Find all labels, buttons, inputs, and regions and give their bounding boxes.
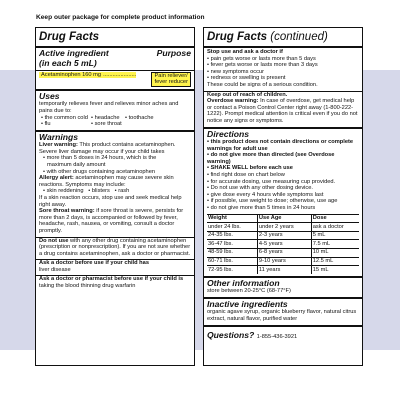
allergy-tail: If a skin reaction occurs, stop use and seek medical help right away. (39, 194, 182, 208)
drug-facts-panel-left (35, 27, 195, 366)
table-header: Use Age (257, 214, 311, 223)
panel-title-text: Drug Facts (207, 31, 268, 43)
direction-item: • if possible, use weight to dose; otherwise, use age (207, 198, 338, 205)
liver-bullet-cont: maximum daily amount (47, 161, 106, 168)
ask-doctor-label: Ask a doctor before use if your child has (39, 260, 149, 267)
liver-bullet: • with other drugs containing acetaminophen (43, 168, 156, 175)
do-not-use (39, 238, 191, 258)
table-row (207, 248, 359, 257)
liver-bullet: • more than 5 doses in 24 hours, which is the (43, 155, 157, 162)
active-ingredient-sub: (in each 5 mL) (39, 57, 97, 68)
active-ingredient-row (39, 72, 191, 87)
table-header: Weight (207, 214, 257, 223)
table-cell: 4-5 years (257, 240, 311, 249)
ask-pharmacist (39, 276, 191, 289)
allergy-alert (39, 175, 191, 188)
table-cell: 12.5 mL (311, 257, 359, 266)
direction-item: • for accurate dosing, use measuring cup provided. (207, 178, 336, 185)
table-header-row (207, 214, 359, 223)
warnings-heading: Warnings (39, 131, 78, 142)
liver-warning-label: Liver warning: (39, 142, 78, 149)
ask-pharmacist-label: Ask a doctor or pharmacist before use if your child is (39, 276, 184, 283)
keep-out-of-reach: Keep out of reach of children. (207, 91, 288, 98)
direction-item: • give dose every 4 hours while symptoms last (207, 191, 324, 198)
panel-title-cont: (continued) (270, 31, 328, 43)
active-ingredient-header (39, 49, 191, 68)
questions (207, 330, 359, 340)
table-cell: 24-35 lbs. (207, 231, 257, 240)
direction-item: • do not give more than 5 times in 24 hours (207, 204, 316, 211)
table-header: Dose (311, 214, 359, 223)
panel-title (207, 31, 359, 44)
stop-use-tail: These could be signs of a serious condition. (207, 81, 318, 88)
sore-throat-text: if sore throat is severe, persists for more than 2 days, is accompanied or followed by fever, headache, rash, nausea, or vomiting, consult a doctor promptly. (39, 208, 184, 234)
overdose-label: Overdose warning: (207, 98, 259, 105)
purpose-text (151, 72, 191, 87)
direction-bold: • this product does not contain directions or complete warnings for adult use (207, 139, 354, 152)
table-cell: 72-95 lbs. (207, 266, 257, 274)
direction-item: • find right dose on chart below (207, 172, 285, 178)
table-row (207, 223, 359, 232)
table-cell: 36-47 lbs. (207, 240, 257, 249)
table-cell: ask a doctor (311, 223, 359, 232)
divider (36, 70, 194, 71)
panel-title: Drug Facts (39, 31, 100, 43)
inactive-ingredients-heading: Inactive ingredients (207, 298, 288, 309)
other-info-heading: Other information (207, 277, 280, 288)
sore-throat-warning (39, 208, 191, 234)
allergy-text: acetaminophen may cause severe skin reactions. Symptoms may include: (39, 175, 174, 188)
drug-facts-panel-right (203, 27, 363, 366)
table-row (207, 231, 359, 240)
uses-text: temporarily relieves fever and relieves minor aches and pains due to: (39, 101, 179, 114)
direction-bold: • SHAKE WELL before each use (207, 165, 293, 172)
questions-phone: 1-855-436-3921 (256, 333, 298, 340)
use-item: • toothache (125, 114, 154, 121)
table-row (207, 240, 359, 249)
table-cell: 7.5 mL (311, 240, 359, 249)
table-cell: under 24 lbs. (207, 223, 257, 232)
active-ingredient: Acetaminophen 160 mg (41, 72, 102, 78)
purpose-line-1: Pain reliever/ (154, 73, 188, 79)
table-cell: 11 years (257, 266, 311, 274)
allergy-symptoms: • skin reddening • blisters • rash (43, 188, 130, 195)
use-item: • the common cold (41, 114, 88, 121)
table-cell: 10 mL (311, 248, 359, 257)
overdose-warning (207, 98, 359, 124)
uses-list (39, 115, 191, 128)
direction-bold: • do not give more than directed (see Overdose warning) (207, 152, 335, 165)
purpose-heading: Purpose (156, 48, 191, 58)
uses-heading: Uses (39, 90, 60, 101)
questions-label: Questions? (207, 329, 255, 340)
use-item: • sore throat (91, 121, 122, 128)
overdose-text: In case of overdose, get medical help or contact a Poison Control Center right away (1-800-222-1222). Prompt medical attention is critical even if you do not notice any signs or symptoms. (207, 98, 358, 124)
allergy-label: Allergy alert: (39, 175, 74, 182)
use-item: • flu (41, 121, 51, 128)
sore-throat-label: Sore throat warning: (39, 208, 95, 215)
use-item: • headache (91, 114, 120, 121)
table-cell: 15 mL (311, 266, 359, 274)
inactive-ingredients-text: organic agave syrup, organic blueberry flavor, natural citrus extract, natural flavor, purified water (207, 309, 357, 322)
active-ingredient-heading: Active ingredient (39, 48, 109, 58)
table-cell: 48-59 lbs. (207, 248, 257, 257)
do-not-use-text: with any other drug containing acetaminophen (prescription or nonprescription). If you are not sure whether a drug contains acetaminophen, ask a doctor or pharmacist. (39, 237, 191, 257)
table-cell: under 2 years (257, 223, 311, 232)
stop-use-item: • pain gets worse or lasts more than 5 days (207, 55, 316, 62)
do-not-use-label: Do not use (39, 237, 69, 244)
direction-item: • Do not use with any other dosing device. (207, 185, 314, 192)
stop-use-item: • redness or swelling is present (207, 75, 286, 82)
table-row (207, 257, 359, 266)
table-cell: 9-10 years (257, 257, 311, 266)
divider (204, 46, 362, 48)
directions-heading: Directions (207, 128, 250, 139)
liver-warning (39, 142, 191, 155)
table-row (207, 266, 359, 274)
stop-use-item: • new symptoms occur (207, 68, 264, 75)
ask-pharmacist-text: taking the blood thinning drug warfarin (39, 283, 136, 290)
stop-use-label: Stop use and ask a doctor if (207, 49, 283, 55)
divider (204, 325, 362, 327)
dosing-table (207, 214, 359, 274)
table-cell: 60-71 lbs. (207, 257, 257, 266)
table-cell: 2-3 years (257, 231, 311, 240)
package-note: Keep outer package for complete product information (36, 14, 205, 21)
table-cell: 5 mL (311, 231, 359, 240)
stop-use-item: • fever gets worse or lasts more than 3 days (207, 62, 318, 69)
purpose-line-2: fever reducer (154, 79, 188, 86)
table-cell: 6-8 years (257, 248, 311, 257)
other-info-text: store between 20-25°C (68-77°F) (207, 288, 291, 295)
ask-doctor-text: liver disease (39, 266, 71, 273)
liver-warning-text: This product contains acetaminophen. Severe liver damage may occur if your child takes (39, 142, 176, 155)
leader-dots: ..................... (103, 72, 137, 78)
